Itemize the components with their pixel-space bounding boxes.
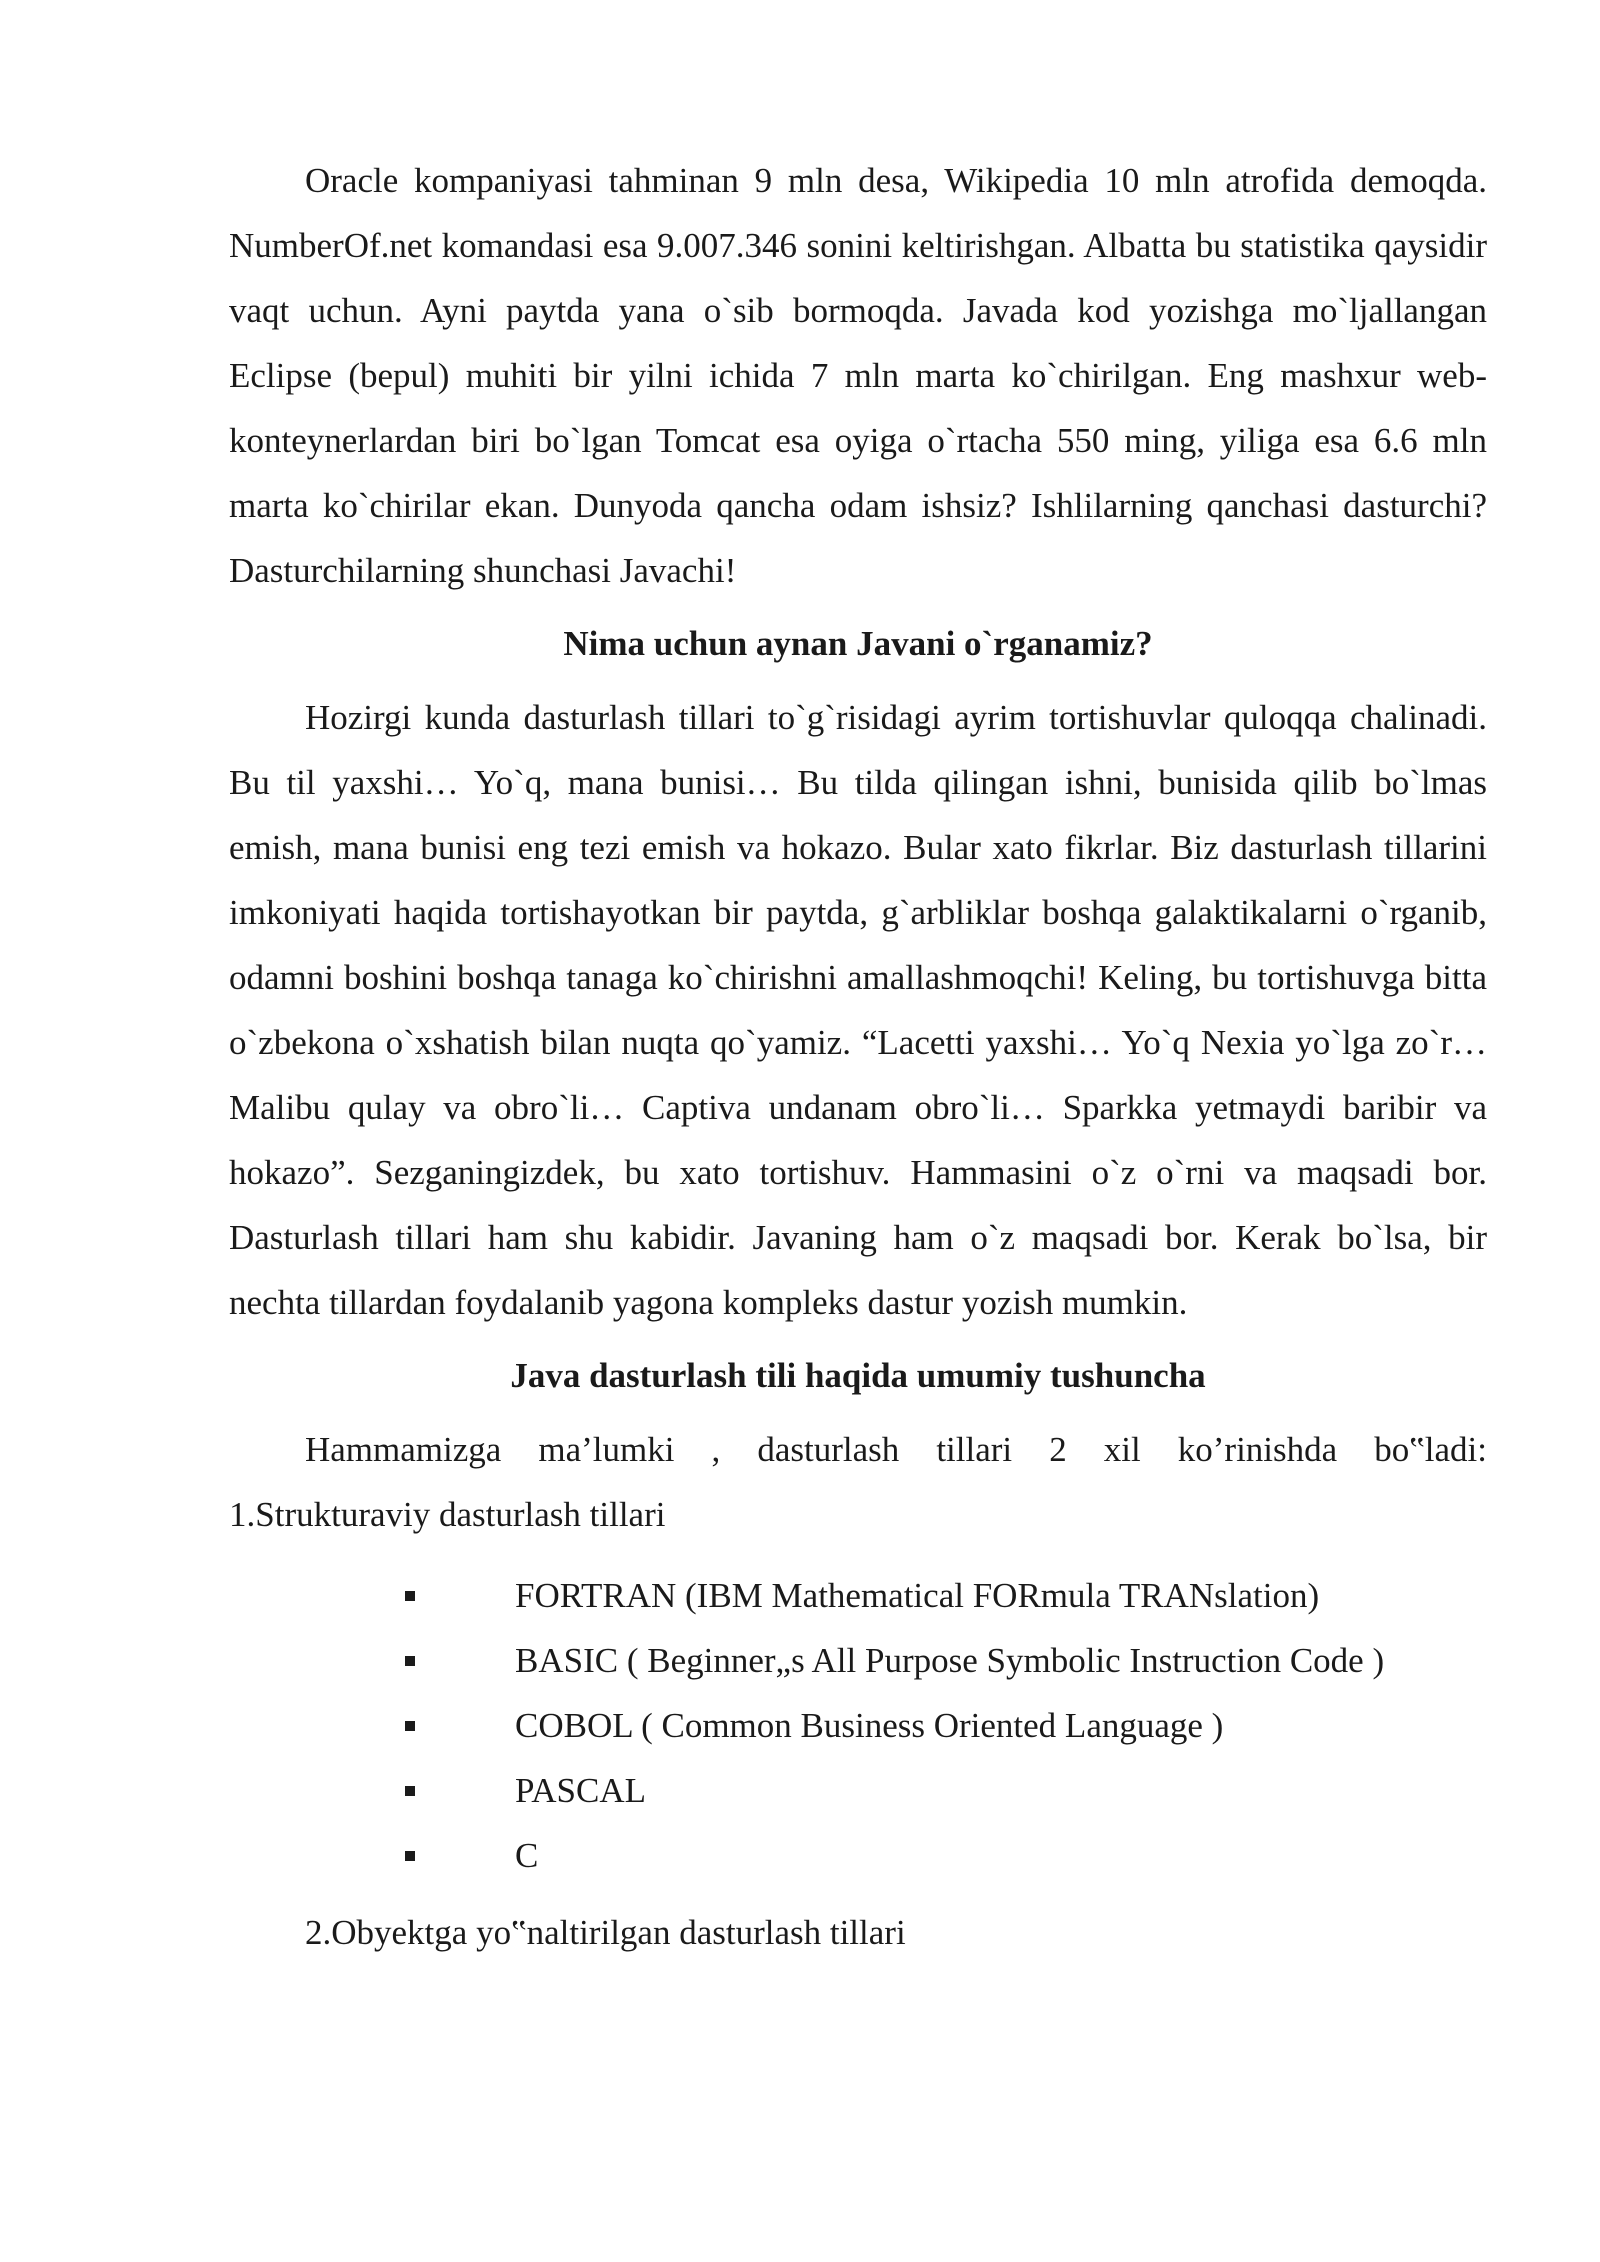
document-page — [229, 148, 1487, 1965]
square-bullet-icon — [405, 1591, 415, 1601]
square-bullet-icon — [405, 1721, 415, 1731]
structured-languages-label: 1.Strukturaviy dasturlash tillari — [229, 1495, 666, 1534]
list-item-text: BASIC ( Beginner„s All Purpose Symbolic Instruction Code ) — [515, 1641, 1385, 1680]
square-bullet-icon — [405, 1656, 415, 1666]
list-item — [229, 1758, 1487, 1823]
list-item — [229, 1628, 1487, 1693]
list-item — [229, 1563, 1487, 1628]
list-item-text: PASCAL — [515, 1771, 646, 1810]
square-bullet-icon — [405, 1786, 415, 1796]
oop-languages-label: 2.Obyektga yo‟naltirilgan dasturlash tillari — [305, 1913, 906, 1952]
square-bullet-icon — [405, 1851, 415, 1861]
list-item-text: C — [515, 1836, 539, 1875]
heading-java-overview: Java dasturlash tili haqida umumiy tushuncha — [510, 1356, 1206, 1395]
list-item-text: FORTRAN (IBM Mathematical FORmula TRANslation) — [515, 1576, 1320, 1615]
list-item-text: COBOL ( Common Business Oriented Language ) — [515, 1706, 1224, 1745]
structured-languages-list — [229, 1563, 1487, 1888]
paragraph-statistics: Oracle kompaniyasi tahminan 9 mln desa, Wikipedia 10 mln atrofida demoqda. NumberOf.net komandasi esa 9.007.346 sonini keltirishgan. Albatta bu statistika qaysidir vaqt uchun. Ayni paytda yana o`sib bormoqda. Javada kod yozishga mo`ljallangan Eclipse (bepul) muhiti bir yilni ichida 7 mln marta ko`chirilgan. Eng mashxur web-konteynerlardan biri bo`lgan Tomcat esa oyiga o`rtacha 550 ming, yiliga esa 6.6 mln marta ko`chirilar ekan. Dunyoda qancha odam ishsiz? Ishlilarning qanchasi dasturchi? Dasturchilarning shunchasi Javachi! — [229, 161, 1487, 590]
paragraph-language-debate: Hozirgi kunda dasturlash tillari to`g`risidagi ayrim tortishuvlar quloqqa chalinadi. Bu til yaxshi… Yo`q, mana bunisi… Bu tilda qilingan ishni, bunisida qilib bo`lmas emish, mana bunisi eng tezi emish va hokazo. Bular xato fikrlar. Biz dasturlash tillarini imkoniyati haqida tortishayotkan bir paytda, g`arbliklar boshqa galaktikalarni o`rganib, odamni boshini boshqa tanaga ko`chirishni amallashmoqchi! Keling, bu tortishuvga bitta o`zbekona o`xshatish bilan nuqta qo`yamiz. “Lacetti yaxshi… Yo`q Nexia yo`lga zo`r… Malibu qulay va obro`li… Captiva undanam obro`li… Sparkka yetmaydi baribir va hokazo”. Sezganingizdek, bu xato tortishuv. Hammasini o`z o`rni va maqsadi bor. Dasturlash tillari ham shu kabidir. Javaning ham o`z maqsadi bor. Kerak bo`lsa, bir nechta tillardan foydalanib yagona kompleks dastur yozish mumkin. — [229, 698, 1487, 1322]
heading-why-java: Nima uchun aynan Javani o`rganamiz? — [563, 624, 1153, 663]
list-item — [229, 1693, 1487, 1758]
paragraph-language-types: Hammamizga ma’lumki , dasturlash tillari 2 xil ko’rinishda bo‟ladi: — [305, 1430, 1487, 1469]
list-item — [229, 1823, 1487, 1888]
